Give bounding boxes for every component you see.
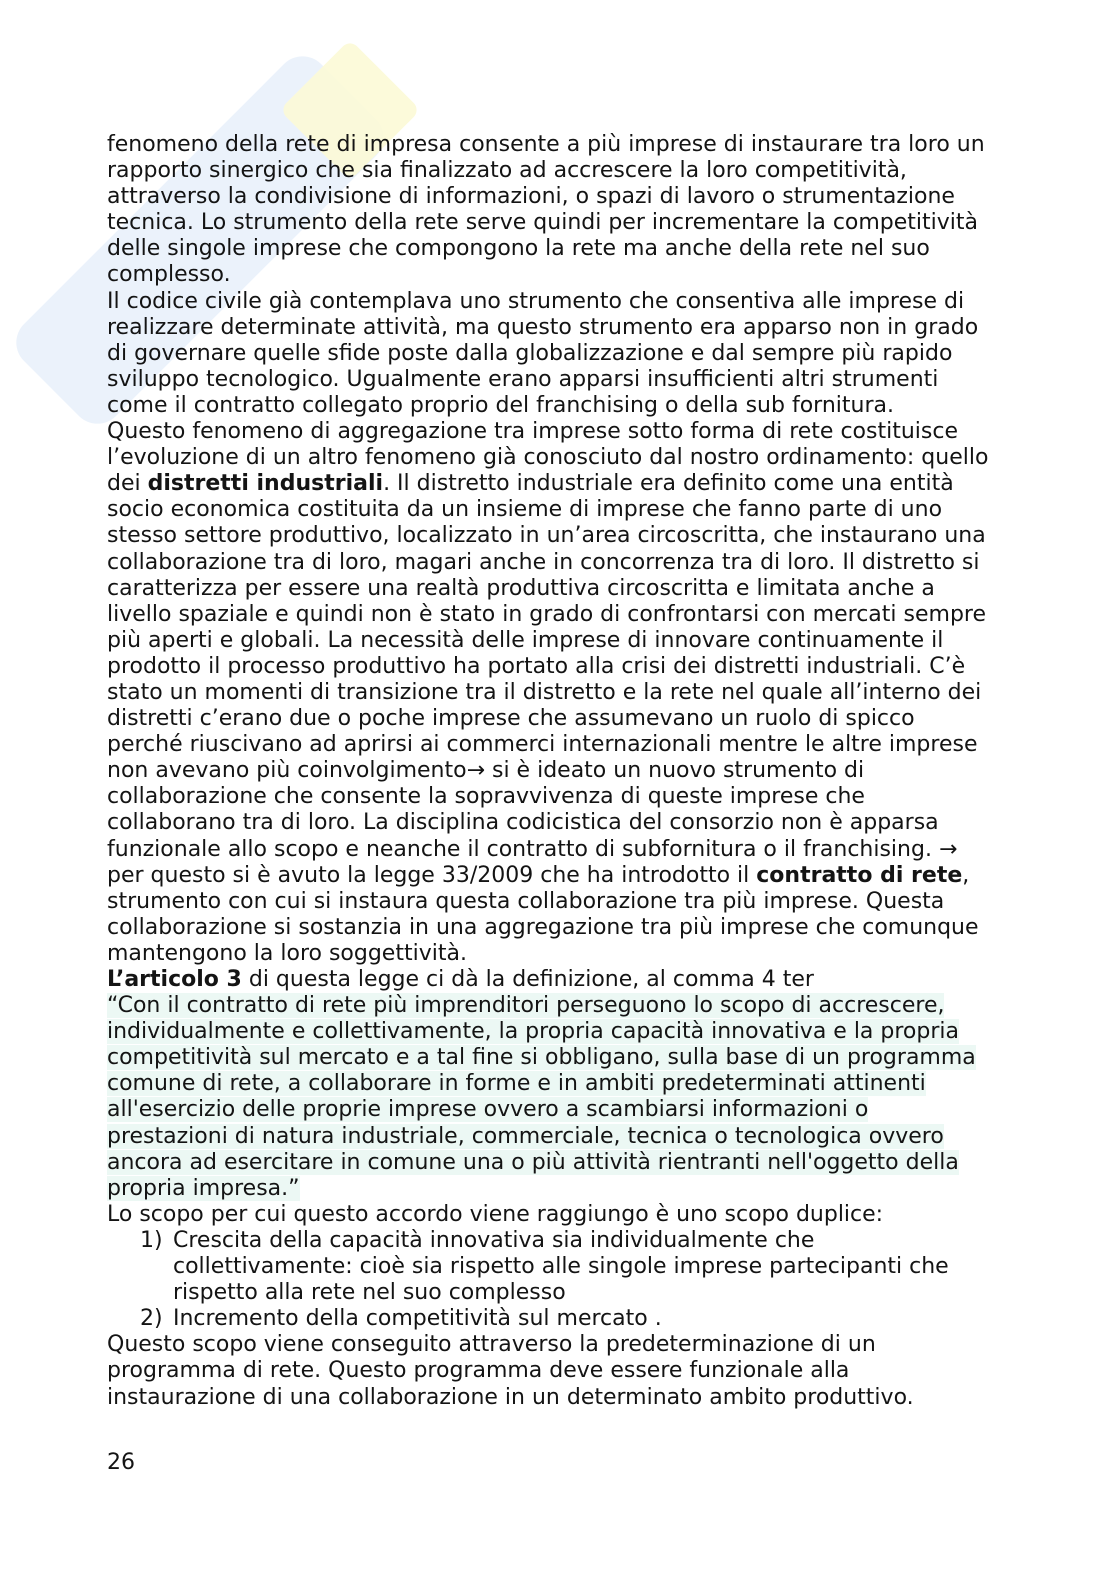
text-line: programma di rete. Questo programma deve essere funzionale alla — [107, 1358, 850, 1384]
text-line: di governare quelle sfide poste dalla globalizzazione e dal sempre più rapido — [107, 340, 953, 366]
paragraph-continuation — [107, 132, 1087, 289]
text-line: collettivamente: cioè sia rispetto alle singole imprese partecipanti che — [173, 1254, 949, 1280]
paragraph-scopo — [107, 1202, 1087, 1228]
text-segment: per questo si è avuto la legge 33/2009 che ha introdotto il — [107, 862, 757, 888]
text-line: Il codice civile già contemplava uno strumento che consentiva alle imprese di — [107, 288, 965, 314]
page-body — [107, 132, 1087, 1411]
text-line: realizzare determinate attività, ma questo strumento era apparso non in grado — [107, 314, 979, 340]
text-line: distretti c’erano due o poche imprese che assumevano un ruolo di spicco — [107, 706, 915, 732]
text-line: delle singole imprese che compongono la rete ma anche della rete nel suo — [107, 236, 930, 262]
text-line: livello spaziale e quindi non è stato in grado di confrontarsi con mercati sempre — [107, 601, 987, 627]
highlighted-text: prestazioni di natura industriale, commerciale, tecnica o tecnologica ovvero — [107, 1123, 944, 1149]
highlighted-text: comune di rete, a collaborare in forme e in ambiti predeterminati attinenti — [107, 1071, 926, 1097]
text-line: non avevano più coinvolgimento→ si è ideato un nuovo strumento di — [107, 758, 865, 784]
text-line — [107, 1176, 1087, 1202]
text-line: prodotto il processo produttivo ha portato alla crisi dei distretti industriali. C’è — [107, 653, 966, 679]
highlighted-text: “Con il contratto di rete più imprenditori perseguono lo scopo di accrescere, — [107, 993, 945, 1019]
text-segment: dei — [107, 471, 148, 497]
list-item — [107, 1306, 1087, 1332]
text-line — [107, 1124, 1087, 1150]
text-line — [107, 993, 1087, 1019]
text-line: l’evoluzione di un altro fenomeno già conosciuto dal nostro ordinamento: quello — [107, 445, 989, 471]
text-line: instaurazione di una collaborazione in un determinato ambito produttivo. — [107, 1384, 914, 1410]
text-line: attraverso la condivisione di informazioni, o spazi di lavoro o strumentazione — [107, 184, 955, 210]
text-line: funzionale allo scopo e neanche il contratto di subfornitura o il franchising. → — [107, 836, 958, 862]
paragraph-articolo-3 — [107, 967, 1087, 993]
text-line: più aperti e globali. La necessità delle imprese di innovare continuamente il — [107, 627, 944, 653]
text-line — [107, 1045, 1087, 1071]
text-line: rispetto alla rete nel suo complesso — [173, 1280, 566, 1306]
text-line: Questo scopo viene conseguito attraverso la predeterminazione di un — [107, 1332, 876, 1358]
text-line: stesso settore produttivo, localizzato in un’area circoscritta, che instaurano una — [107, 523, 986, 549]
text-segment: . Il distretto industriale era definito come una entità — [383, 471, 954, 497]
text-line: rapporto sinergico che sia finalizzato ad accrescere la loro competitività, — [107, 158, 907, 184]
text-line — [107, 863, 1087, 889]
law-quote — [107, 993, 1087, 1202]
highlighted-text: competitività sul mercato e a tal fine si obbligano, sulla base di un programma — [107, 1045, 976, 1071]
text-line: collaborano tra di loro. La disciplina codicistica del consorzio non è apparsa — [107, 810, 939, 836]
text-line: strumento con cui si instaura questa collaborazione tra più imprese. Questa — [107, 888, 945, 914]
text-line — [107, 1019, 1087, 1045]
text-line: collaborazione che consente la sopravvivenza di queste imprese che — [107, 784, 865, 810]
numbered-list — [107, 1228, 1087, 1332]
text-segment: , — [962, 862, 970, 888]
text-line — [107, 1150, 1087, 1176]
text-line: fenomeno della rete di impresa consente a più imprese di instaurare tra loro un — [107, 132, 985, 157]
text-segment: di questa legge ci dà la definizione, al comma 4 ter — [241, 967, 814, 992]
text-line: Lo scopo per cui questo accordo viene raggiungo è uno scopo duplice: — [107, 1201, 884, 1227]
list-item — [107, 1228, 1087, 1306]
text-line: come il contratto collegato proprio del franchising o della sub fornitura. — [107, 392, 894, 418]
text-line: tecnica. Lo strumento della rete serve quindi per incrementare la competitività — [107, 210, 979, 236]
highlighted-text: ancora ad esercitare in comune una o più attività rientranti nell'oggetto della — [107, 1149, 959, 1175]
text-line — [107, 471, 1087, 497]
text-line: caratterizza per essere una realtà produttiva circoscritta e limitata anche a — [107, 575, 935, 601]
text-line — [107, 1071, 1087, 1097]
highlighted-text: individualmente e collettivamente, la propria capacità innovativa e la propria — [107, 1019, 959, 1045]
paragraph-distretti — [107, 419, 1087, 967]
paragraph-programma — [107, 1332, 1087, 1410]
bold-term: distretti industriali — [147, 471, 384, 497]
text-line: Crescita della capacità innovativa sia individualmente che — [173, 1227, 815, 1253]
text-line: sviluppo tecnologico. Ugualmente erano apparsi insufficienti altri strumenti — [107, 366, 939, 392]
bold-term: contratto di rete — [756, 862, 963, 888]
paragraph-codice-civile — [107, 289, 1087, 419]
bold-term: L’articolo 3 — [107, 967, 242, 992]
text-line: Questo fenomeno di aggregazione tra imprese sotto forma di rete costituisce — [107, 419, 958, 445]
text-line: socio economica costituita da un insieme di imprese che fanno parte di uno — [107, 497, 943, 523]
text-line: Incremento della competitività sul mercato . — [173, 1306, 662, 1332]
highlighted-text: propria impresa.” — [107, 1175, 300, 1201]
page-number: 26 — [107, 1450, 135, 1475]
list-marker: 2) — [140, 1306, 163, 1332]
text-line: collaborazione si sostanzia in una aggregazione tra più imprese che comunque — [107, 914, 979, 940]
list-marker: 1) — [140, 1227, 163, 1253]
text-line: perché riuscivano ad aprirsi ai commerci internazionali mentre le altre imprese — [107, 732, 978, 758]
text-line: collaborazione tra di loro, magari anche in concorrenza tra di loro. Il distretto si — [107, 549, 980, 575]
highlighted-text: all'esercizio delle proprie imprese ovvero a scambiarsi informazioni o — [107, 1097, 869, 1123]
text-line — [107, 967, 1087, 993]
text-line — [107, 1097, 1087, 1123]
text-line: mantengono la loro soggettività. — [107, 940, 467, 966]
text-line: stato un momenti di transizione tra il distretto e la rete nel quale all’interno dei — [107, 679, 982, 705]
text-line: complesso. — [107, 262, 231, 288]
